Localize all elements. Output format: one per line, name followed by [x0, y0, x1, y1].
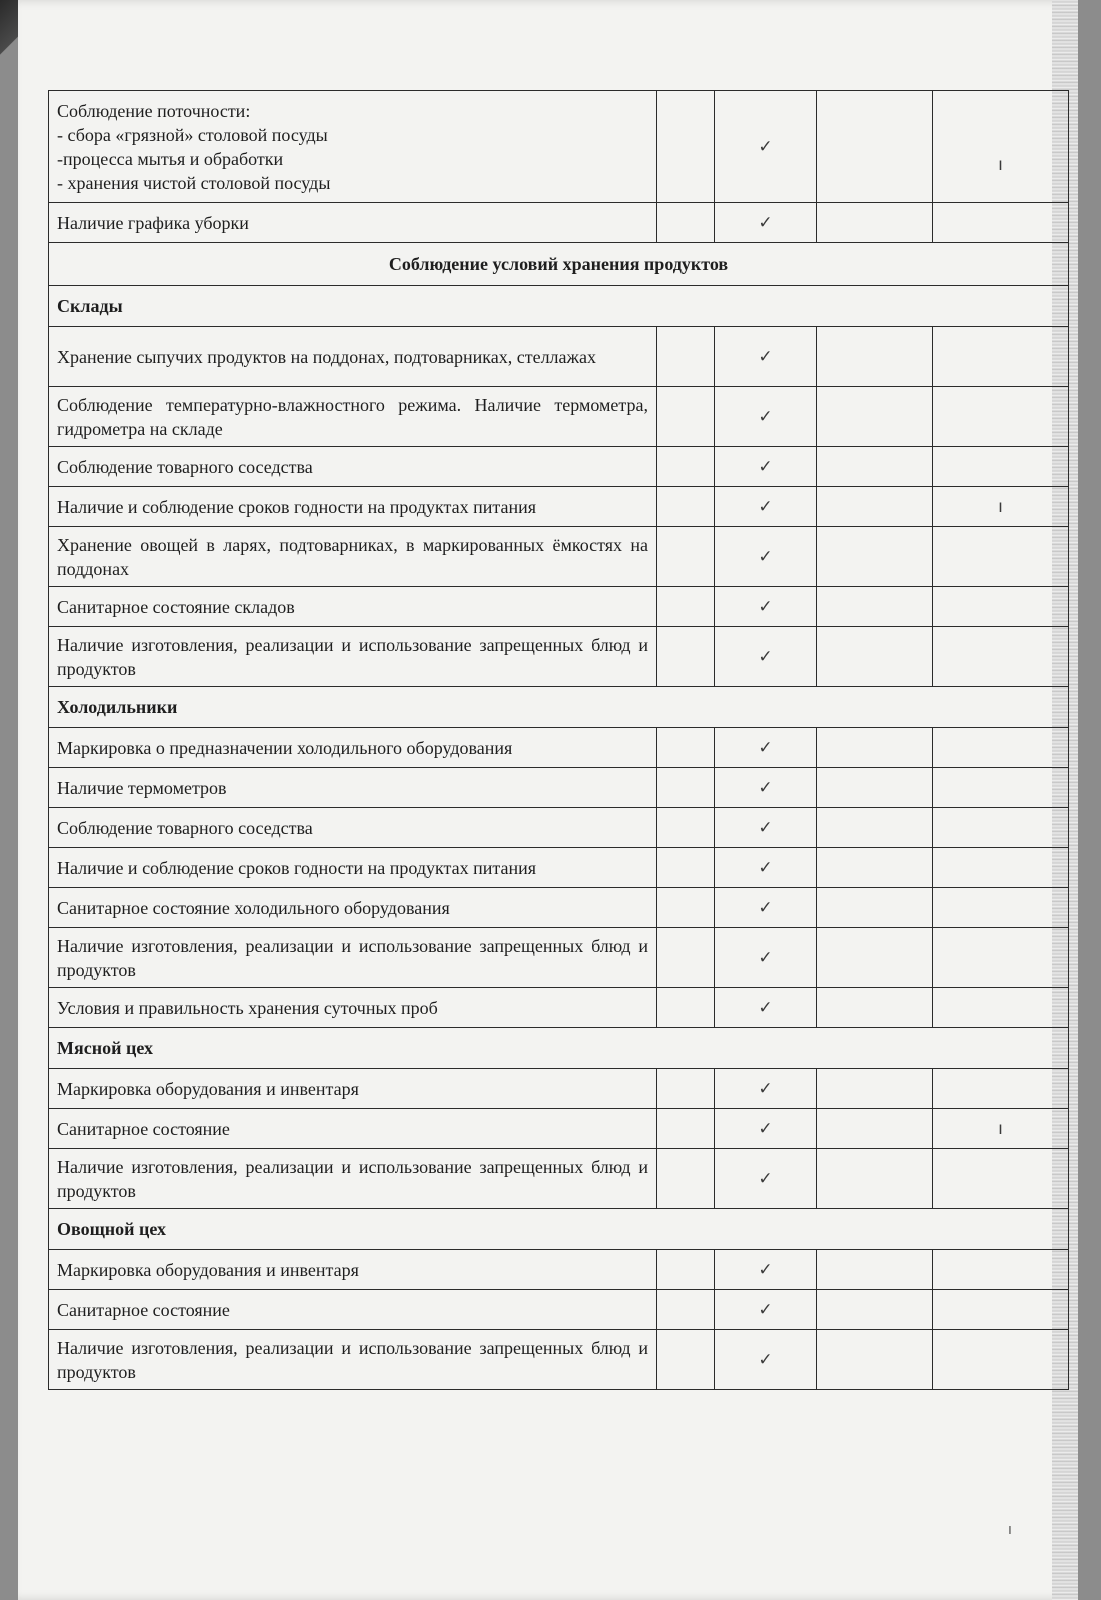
table-row: [49, 1069, 1069, 1109]
criterion-cell: Наличие и соблюдение сроков годности на продуктах питания: [49, 487, 657, 527]
empty-cell: [657, 1109, 715, 1149]
note-mark: [933, 447, 1069, 487]
check-mark: ✓: [715, 1069, 817, 1109]
table-row: [49, 1109, 1069, 1149]
criterion-cell: Условия и правильность хранения суточных проб: [49, 988, 657, 1028]
empty-cell: [817, 587, 933, 627]
criterion-cell: Наличие изготовления, реализации и использование запрещенных блюд и продуктов: [49, 627, 657, 687]
criterion-cell: Наличие графика уборки: [49, 203, 657, 243]
check-mark: ✓: [715, 768, 817, 808]
empty-cell: [817, 1330, 933, 1390]
table-row: [49, 1290, 1069, 1330]
empty-cell: [817, 1250, 933, 1290]
check-mark: ✓: [715, 1109, 817, 1149]
note-mark: [933, 928, 1069, 988]
empty-cell: [657, 768, 715, 808]
criterion-cell: Маркировка оборудования и инвентаря: [49, 1250, 657, 1290]
empty-cell: [657, 627, 715, 687]
empty-cell: [817, 527, 933, 587]
criterion-cell: Маркировка о предназначении холодильного оборудования: [49, 728, 657, 768]
empty-cell: [817, 808, 933, 848]
empty-cell: [817, 1290, 933, 1330]
group-header-row: [49, 687, 1069, 728]
check-mark: ✓: [715, 447, 817, 487]
pen-mark: ı: [1008, 1522, 1012, 1538]
group-header-row: [49, 1028, 1069, 1069]
table-row: [49, 1250, 1069, 1290]
table-row: [49, 1330, 1069, 1390]
check-mark: ✓: [715, 888, 817, 928]
criterion-cell: Санитарное состояние холодильного оборудования: [49, 888, 657, 928]
group-header-row: [49, 1209, 1069, 1250]
empty-cell: [657, 203, 715, 243]
section-header-row: [49, 243, 1069, 286]
group-title: Холодильники: [49, 687, 1069, 728]
note-mark: [933, 1149, 1069, 1209]
empty-cell: [657, 1290, 715, 1330]
check-mark: ✓: [715, 203, 817, 243]
criterion-cell: Наличие изготовления, реализации и использование запрещенных блюд и продуктов: [49, 928, 657, 988]
empty-cell: [817, 728, 933, 768]
group-title: Овощной цех: [49, 1209, 1069, 1250]
note-mark: [933, 848, 1069, 888]
empty-cell: [817, 1149, 933, 1209]
empty-cell: [657, 587, 715, 627]
table-row: [49, 447, 1069, 487]
empty-cell: [657, 888, 715, 928]
empty-cell: [657, 327, 715, 387]
table-row: [49, 808, 1069, 848]
criterion-cell: Соблюдение товарного соседства: [49, 447, 657, 487]
criterion-cell: Санитарное состояние складов: [49, 587, 657, 627]
group-title: Склады: [49, 286, 1069, 327]
group-header-row: [49, 286, 1069, 327]
check-mark: ✓: [715, 327, 817, 387]
check-mark: ✓: [715, 808, 817, 848]
note-mark: [933, 1069, 1069, 1109]
empty-cell: [817, 988, 933, 1028]
empty-cell: [817, 888, 933, 928]
empty-cell: [817, 1069, 933, 1109]
check-mark: ✓: [715, 1330, 817, 1390]
empty-cell: [657, 728, 715, 768]
empty-cell: [657, 1149, 715, 1209]
criterion-cell: Соблюдение товарного соседства: [49, 808, 657, 848]
table-row: [49, 203, 1069, 243]
check-mark: ✓: [715, 848, 817, 888]
empty-cell: [817, 327, 933, 387]
section-title: Соблюдение условий хранения продуктов: [49, 243, 1069, 286]
criterion-cell: Соблюдение поточности: - сбора «грязной» столовой посуды -процесса мытья и обработки - хранения чистой столовой посуды: [49, 91, 657, 203]
note-mark: [933, 988, 1069, 1028]
note-mark: [933, 587, 1069, 627]
criterion-cell: Хранение сыпучих продуктов на поддонах, подтоварниках, стеллажах: [49, 327, 657, 387]
empty-cell: [657, 848, 715, 888]
note-mark: [933, 1330, 1069, 1390]
check-mark: ✓: [715, 387, 817, 447]
table-row: [49, 768, 1069, 808]
table-row: [49, 848, 1069, 888]
check-mark: ✓: [715, 587, 817, 627]
table-row: [49, 327, 1069, 387]
empty-cell: [657, 487, 715, 527]
check-mark: ✓: [715, 1149, 817, 1209]
note-mark: [933, 1250, 1069, 1290]
note-mark: [933, 387, 1069, 447]
check-mark: ✓: [715, 1290, 817, 1330]
criterion-cell: Хранение овощей в ларях, подтоварниках, в маркированных ёмкостях на поддонах: [49, 527, 657, 587]
empty-cell: [817, 387, 933, 447]
check-mark: ✓: [715, 627, 817, 687]
table-row: [49, 91, 1069, 203]
checklist-body: [49, 91, 1069, 1390]
note-mark: [933, 1290, 1069, 1330]
empty-cell: [657, 527, 715, 587]
table-row: [49, 1149, 1069, 1209]
criterion-cell: Соблюдение температурно-влажностного режима. Наличие термометра, гидрометра на складе: [49, 387, 657, 447]
criterion-cell: Маркировка оборудования и инвентаря: [49, 1069, 657, 1109]
check-mark: ✓: [715, 1250, 817, 1290]
group-title: Мясной цех: [49, 1028, 1069, 1069]
table-row: [49, 627, 1069, 687]
paper-sheet: [18, 0, 1078, 1600]
note-mark: [933, 808, 1069, 848]
empty-cell: [657, 928, 715, 988]
table-row: [49, 587, 1069, 627]
empty-cell: [657, 91, 715, 203]
criterion-cell: Наличие изготовления, реализации и использование запрещенных блюд и продуктов: [49, 1149, 657, 1209]
empty-cell: [817, 627, 933, 687]
empty-cell: [657, 447, 715, 487]
table-row: [49, 527, 1069, 587]
empty-cell: [817, 203, 933, 243]
criterion-cell: Санитарное состояние: [49, 1109, 657, 1149]
empty-cell: [933, 203, 1069, 243]
check-mark: ✓: [715, 988, 817, 1028]
empty-cell: [817, 848, 933, 888]
note-mark: [933, 728, 1069, 768]
empty-cell: [657, 1250, 715, 1290]
criterion-cell: Наличие изготовления, реализации и использование запрещенных блюд и продуктов: [49, 1330, 657, 1390]
table-row: [49, 988, 1069, 1028]
empty-cell: [657, 808, 715, 848]
check-mark: ✓: [715, 527, 817, 587]
table-row: [49, 888, 1069, 928]
empty-cell: [817, 487, 933, 527]
empty-cell: [657, 387, 715, 447]
check-mark: ✓: [715, 928, 817, 988]
empty-cell: [817, 928, 933, 988]
note-mark: [933, 768, 1069, 808]
empty-cell: [817, 1109, 933, 1149]
check-mark: ✓: [715, 91, 817, 203]
inspection-checklist-table: [48, 90, 1069, 1390]
table-row: [49, 387, 1069, 447]
note-mark: ı: [933, 91, 1069, 203]
empty-cell: [817, 768, 933, 808]
empty-cell: [817, 447, 933, 487]
criterion-cell: Санитарное состояние: [49, 1290, 657, 1330]
empty-cell: [657, 1069, 715, 1109]
check-mark: ✓: [715, 487, 817, 527]
table-row: [49, 928, 1069, 988]
criterion-cell: Наличие термометров: [49, 768, 657, 808]
table-row: [49, 487, 1069, 527]
empty-cell: [817, 91, 933, 203]
note-mark: [933, 627, 1069, 687]
note-mark: [933, 527, 1069, 587]
note-mark: ı: [933, 487, 1069, 527]
empty-cell: [657, 988, 715, 1028]
empty-cell: [657, 1330, 715, 1390]
check-mark: ✓: [715, 728, 817, 768]
note-mark: [933, 888, 1069, 928]
criterion-cell: Наличие и соблюдение сроков годности на продуктах питания: [49, 848, 657, 888]
note-mark: [933, 327, 1069, 387]
table-row: [49, 728, 1069, 768]
note-mark: ı: [933, 1109, 1069, 1149]
